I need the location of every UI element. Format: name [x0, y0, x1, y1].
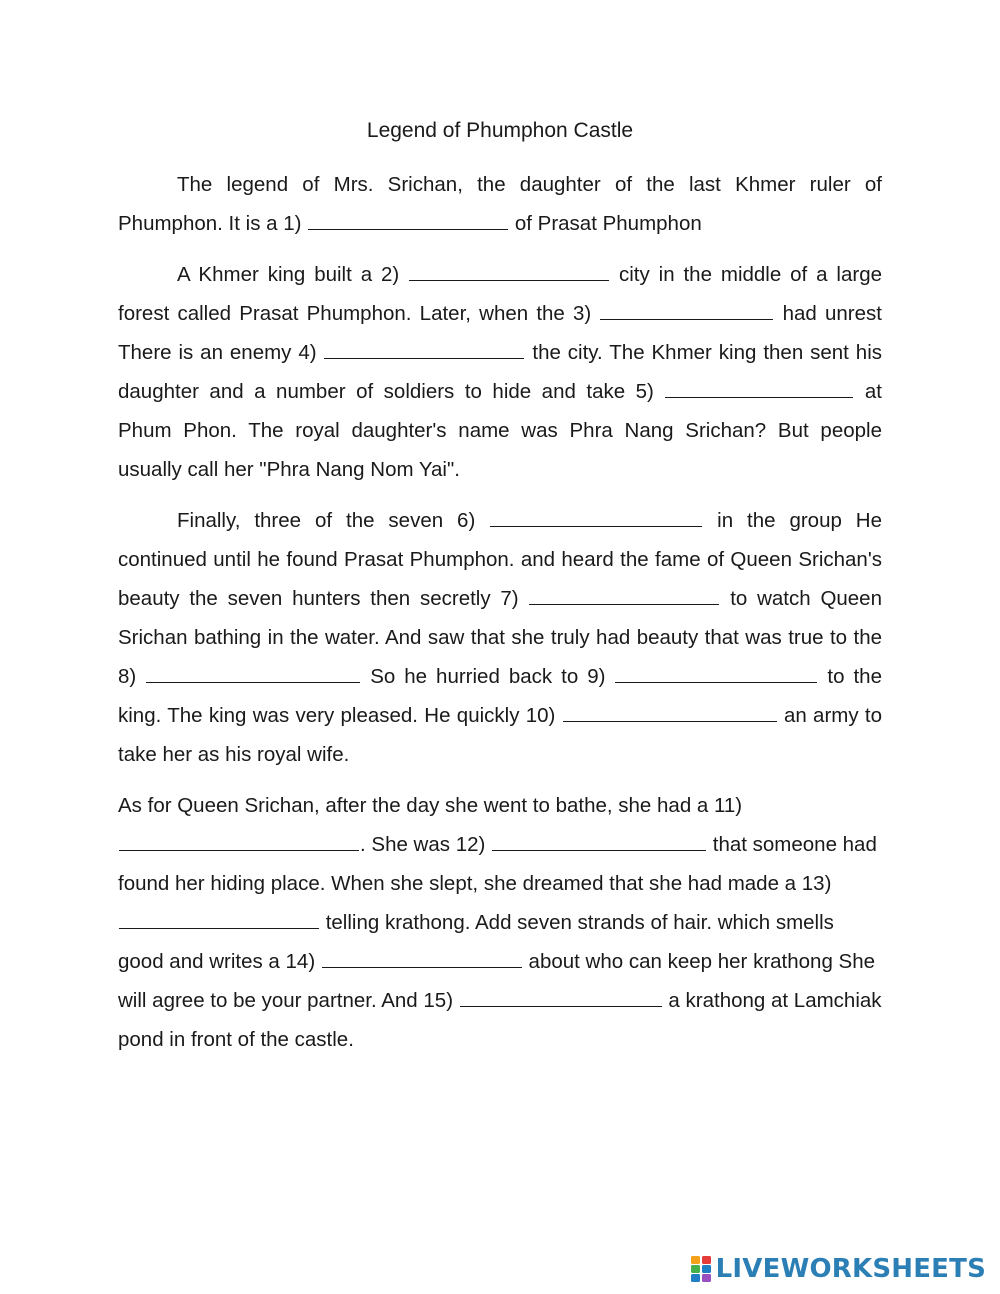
text-segment: in the group He continued until he found Prasat Phumphon. and heard the fame of Queen Srichan's beauty the seven hunters then secretly 7): [118, 509, 883, 610]
text-segment: The legend of Mrs. Srichan, the daughter of the last Khmer ruler of Phumphon. It is a 1): [118, 173, 882, 235]
blank-5[interactable]: [665, 375, 853, 398]
blank-4[interactable]: [324, 336, 524, 359]
blank-1[interactable]: [308, 207, 508, 230]
blank-2[interactable]: [409, 258, 609, 281]
text-segment: at Phum Phon. The royal daughter's name was Phra Nang Srichan? But people usually call her "Phra Nang Nom Yai".: [118, 380, 882, 481]
paragraph-2: [118, 255, 882, 489]
blank-9[interactable]: [615, 660, 817, 683]
text-segment: As for Queen Srichan, after the day she went to bathe, she had a 11): [118, 794, 743, 817]
blank-12[interactable]: [492, 828, 706, 851]
blank-7[interactable]: [529, 582, 719, 605]
blank-10[interactable]: [563, 699, 777, 722]
paragraph-1: [118, 165, 882, 243]
text-segment: . She was 12): [360, 833, 492, 856]
liveworksheets-logo: [690, 1254, 986, 1284]
text-segment: an army to take her as his royal wife.: [118, 704, 882, 766]
text-segment: telling krathong. Add seven strands of hair. which smells good and writes a 14): [118, 911, 834, 973]
text-segment: of Prasat Phumphon: [509, 212, 702, 235]
page-title: Legend of Phumphon Castle: [366, 119, 634, 142]
blank-14[interactable]: [322, 945, 522, 968]
blank-6[interactable]: [490, 504, 702, 527]
worksheet-body: [118, 165, 882, 1071]
blank-15[interactable]: [460, 984, 662, 1007]
text-segment: about who can keep her krathong She will agree to be your partner. And 15): [118, 950, 876, 1012]
blank-3[interactable]: [600, 297, 773, 320]
text-segment: to watch Queen Srichan bathing in the water. And saw that she truly had beauty that was true to the 8): [118, 587, 882, 688]
text-segment: to the king. The king was very pleased. He quickly 10): [118, 665, 882, 727]
paragraph-3: [118, 501, 882, 774]
text-segment: So he hurried back to 9): [361, 665, 615, 688]
text-segment: city in the middle of a large forest called Prasat Phumphon. Later, when the 3): [118, 263, 883, 325]
blank-11[interactable]: [119, 828, 359, 851]
liveworksheets-logo-text: LIVEWORKSHEETS: [715, 1254, 986, 1284]
paragraph-4: [118, 786, 882, 1059]
text-segment: A Khmer king built a 2): [177, 263, 409, 286]
text-segment: Finally, three of the seven 6): [177, 509, 490, 532]
text-segment: a krathong at Lamchiak pond in front of the castle.: [118, 989, 882, 1051]
blank-8[interactable]: [146, 660, 360, 683]
text-segment: that someone had found her hiding place. When she slept, she dreamed that she had made a 13): [118, 833, 877, 895]
text-segment: the city. The Khmer king then sent his daughter and a number of soldiers to hide and take 5): [118, 341, 882, 403]
liveworksheets-logo-icon: [690, 1255, 712, 1283]
text-segment: had unrest There is an enemy 4): [118, 302, 882, 364]
blank-13[interactable]: [119, 906, 319, 929]
